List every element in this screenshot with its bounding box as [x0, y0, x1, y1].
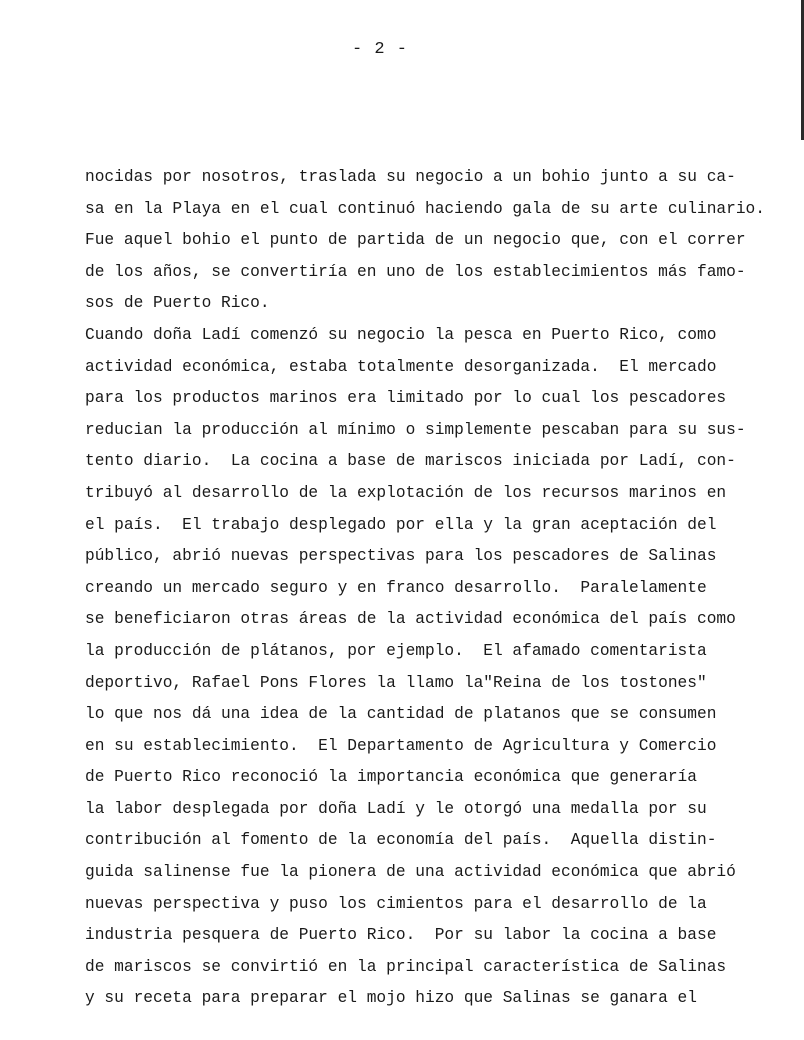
text-line: industria pesquera de Puerto Rico. Por su labor la cocina a base: [85, 926, 717, 945]
text-line: Cuando doña Ladí comenzó su negocio la pesca en Puerto Rico, como: [85, 325, 717, 344]
text-line: nuevas perspectiva y puso los cimientos para el desarrollo de la: [85, 894, 707, 913]
text-line: tribuyó al desarrollo de la explotación de los recursos marinos en: [85, 483, 727, 502]
text-line: deportivo, Rafael Pons Flores la llamo la"Reina de los tostones": [85, 673, 707, 692]
text-line: la labor desplegada por doña Ladí y le otorgó una medalla por su: [85, 799, 707, 818]
text-line: nocidas por nosotros, traslada su negocio a un bohio junto a su ca-: [85, 168, 736, 186]
text-line: sa en la Playa en el cual continuó haciendo gala de su arte culinario.: [85, 199, 765, 218]
text-line: actividad económica, estaba totalmente desorganizada. El mercado: [85, 357, 717, 376]
text-line: lo que nos dá una idea de la cantidad de platanos que se consumen: [85, 705, 717, 724]
text-line: guida salinense fue la pionera de una actividad económica que abrió: [85, 863, 736, 882]
text-line: Fue aquel bohio el punto de partida de un negocio que, con el correr: [85, 231, 746, 250]
text-line: contribución al fomento de la economía del país. Aquella distin-: [85, 831, 717, 850]
text-line: la producción de plátanos, por ejemplo. El afamado comentarista: [85, 641, 707, 660]
text-line: sos de Puerto Rico.: [85, 294, 270, 313]
text-line: público, abrió nuevas perspectivas para los pescadores de Salinas: [85, 547, 717, 566]
text-line: de Puerto Rico reconoció la importancia económica que generaría: [85, 768, 697, 787]
page-number: - 2 -: [351, 40, 408, 59]
text-line: de mariscos se convirtió en la principal característica de Salinas: [85, 957, 727, 976]
text-line: de los años, se convertiría en uno de los establecimientos más famo-: [85, 262, 746, 281]
text-line: en su establecimiento. El Departamento de Agricultura y Comercio: [85, 736, 717, 755]
text-line: y su receta para preparar el mojo hizo que Salinas se ganara el: [85, 989, 697, 1008]
text-line: el país. El trabajo desplegado por ella y la gran aceptación del: [85, 515, 717, 534]
text-line: para los productos marinos era limitado por lo cual los pescadores: [85, 389, 727, 408]
text-line: tento diario. La cocina a base de mariscos iniciada por Ladí, con-: [85, 452, 736, 471]
text-line: se beneficiaron otras áreas de la actividad económica del país como: [85, 610, 736, 629]
body-text: [85, 162, 785, 1015]
text-line: reducian la producción al mínimo o simplemente pescaban para su sus-: [85, 420, 746, 439]
text-line: creando un mercado seguro y en franco desarrollo. Paralelamente: [85, 578, 707, 597]
